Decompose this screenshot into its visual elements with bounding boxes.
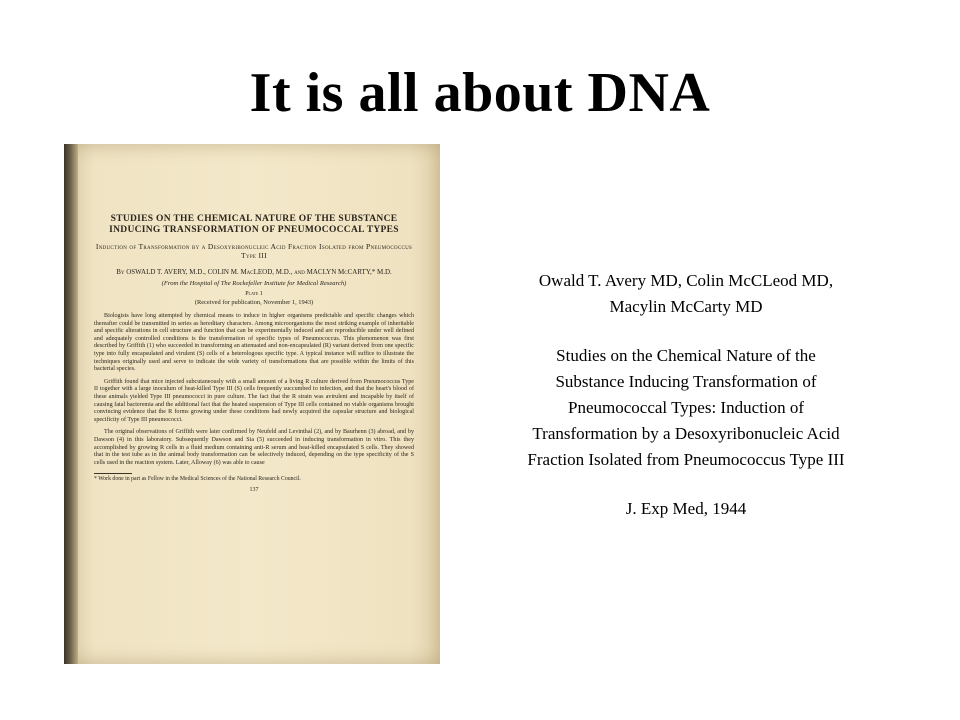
scanned-page-content <box>94 214 414 493</box>
paper-footnote: * Work done in part as Fellow in the Medical Sciences of the National Research Council. <box>94 476 301 483</box>
paper-paragraph: The original observations of Griffith were later confirmed by Neufeld and Levinthal (2), and by Baurhenn (3) abroad, and by Dawson (4) in this laboratory. Subsequently Dawson and Sia (5) succeeded in inducing transformation in vitro. This they accomplished by growing R cells in a fluid medium containing anti-R serum and heat-killed encapsulated S cells. They showed that in the test tube as in the animal body transformation can be selectively induced, depending on the type specificity of the S cells used in the reaction system. Later, Alloway (6) was able to cause <box>94 429 414 466</box>
paper-plate: Plate 1 <box>245 291 263 297</box>
paper-body <box>94 313 414 467</box>
caption-paper-title: Studies on the Chemical Nature of the Substance Inducing Transformation of Pneumococcal Types: Induction of Transformation by a Desoxyribonucleic Acid Fraction Isolated from Pneumococcus Type III <box>527 346 845 469</box>
paper-page-number: 137 <box>249 487 259 494</box>
caption-authors: Owald T. Avery MD, Colin McCLeod MD, Macylin McCarty MD <box>538 271 834 316</box>
caption-journal: J. Exp Med, 1944 <box>625 499 747 518</box>
footnote-divider <box>94 473 132 474</box>
binding-shadow <box>64 144 78 664</box>
citation-caption <box>520 268 852 545</box>
paper-affiliation: (From the Hospital of The Rockefeller Institute for Medical Research) <box>161 280 347 287</box>
paper-subtitle: Induction of Transformation by a Desoxyribonucleic Acid Fraction Isolated from Pneumococcus Type III <box>95 242 413 260</box>
slide-title: It is all about DNA <box>249 62 711 124</box>
paper-received-date: (Received for publication, November 1, 1943) <box>194 299 314 306</box>
paper-paragraph: Biologists have long attempted by chemical means to induce in higher organisms predictable and specific changes which thereafter could be transmitted in series as hereditary characters. Among microorganisms the most striking example of inheritable and specific alterations in cell structure and function that can be experimentally induced and are reproducible under well defined and adequately controlled conditions is the transformation of specific types of Pneumococcus. This phenomenon was first described by Griffith (1) who succeeded in transforming an attenuated and non-encapsulated (R) variant derived from one specific type into fully encapsulated and virulent (S) cells of a heterologous specific type. A typical instance will suffice to illustrate the techniques originally used and serve to indicate the wide variety of transformations that are possible within the limits of this bacterial species. <box>94 313 414 373</box>
paper-title: STUDIES ON THE CHEMICAL NATURE OF THE SUBSTANCE INDUCING TRANSFORMATION OF PNEUMOCOCCAL TYPES <box>109 214 399 235</box>
scanned-paper-page <box>64 144 440 664</box>
paper-paragraph: Griffith found that mice injected subcutaneously with a small amount of a living R culture derived from Pneumococcus Type II together with a large inoculum of heat-killed Type III (S) cells frequently succumbed to infection, and that the heart's blood of these animals yielded Type III pneumococci in pure culture. The fact that the R strain was avirulent and incapable by itself of causing fatal bacteremia and the additional fact that the heated suspension of Type III cells contained no viable organisms brought convincing evidence that the R forms growing under these conditions had newly acquired the capsular structure and biological specificity of Type III pneumococci. <box>94 378 414 423</box>
paper-authors: By OSWALD T. AVERY, M.D., COLIN M. MacLEOD, M.D., and MACLYN McCARTY,* M.D. <box>116 268 392 276</box>
